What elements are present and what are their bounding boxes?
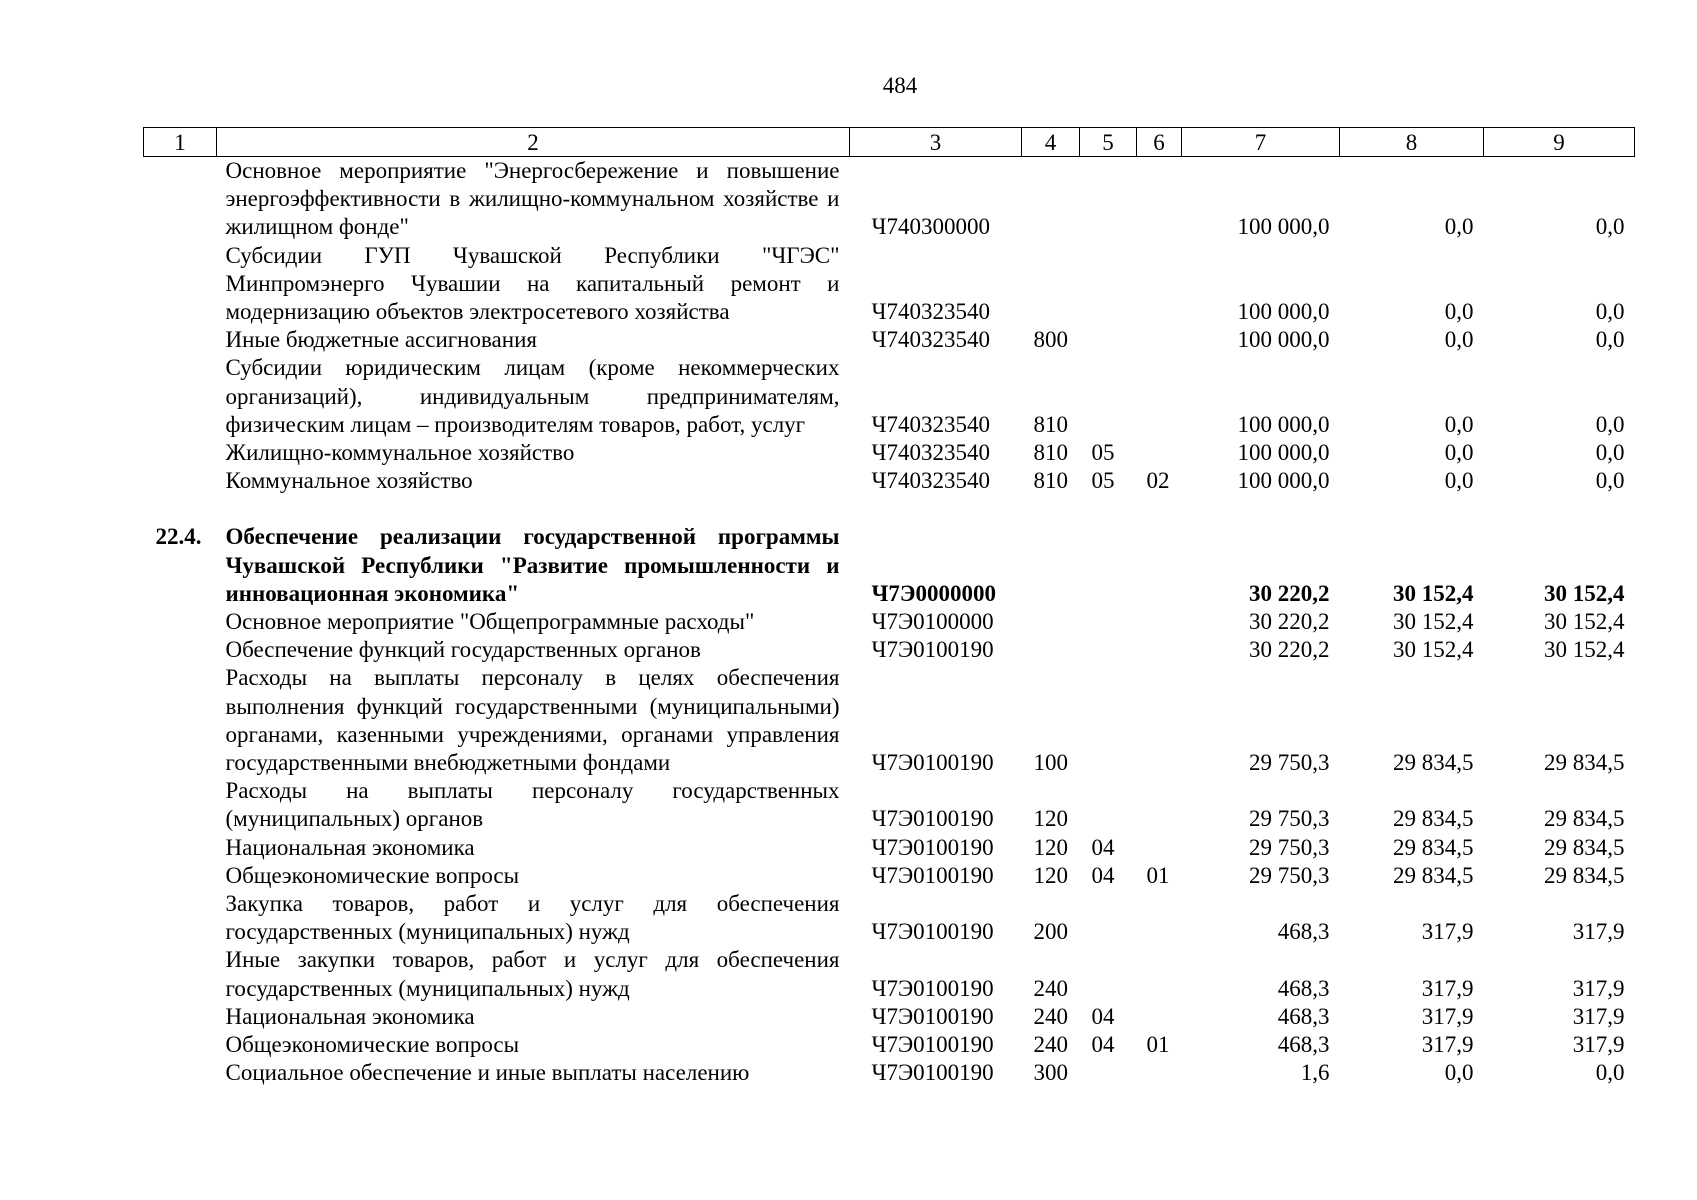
section-code: 05 <box>1091 440 1115 466</box>
amount-col-9: 0,0 <box>1595 411 1625 437</box>
section-code: 04 <box>1091 834 1115 860</box>
subsection-code <box>1137 354 1182 439</box>
amount-col-8: 29 834,5 <box>1393 862 1474 888</box>
header-col-2: 2 <box>217 128 850 157</box>
amount-col-8: 0,0 <box>1444 440 1474 466</box>
amount-col-7: 29 750,3 <box>1249 806 1330 832</box>
expense-type: 100 <box>1033 750 1068 776</box>
subsection-code <box>1137 890 1182 946</box>
target-code: Ч7Э0100190 <box>871 750 994 776</box>
subsection-code <box>1137 636 1182 664</box>
amount-col-7: 100 000,0 <box>1237 214 1330 240</box>
amount-col-8: 0,0 <box>1444 299 1474 325</box>
subsection-code <box>1137 834 1182 862</box>
target-code: Ч7Э0100190 <box>871 975 994 1001</box>
target-code: Ч7Э0100190 <box>871 1032 994 1058</box>
item-name: Иные закупки товаров, работ и услуг для обеспечения государственных (муниципальных) нужд <box>225 947 840 1001</box>
table-row <box>144 946 1635 1002</box>
section-code <box>1080 1059 1137 1087</box>
amount-col-8: 317,9 <box>1421 1003 1474 1029</box>
item-name: Субсидии ГУП Чувашской Республики "ЧГЭС" Минпромэнерго Чувашии на капитальный ремонт и модернизацию объектов электросетевого хозяйства <box>225 242 840 325</box>
section-number <box>144 439 217 467</box>
spacer-cell <box>144 495 1635 523</box>
section-number <box>144 890 217 946</box>
table-row <box>144 242 1635 327</box>
section-number <box>144 834 217 862</box>
target-code: Ч740323540 <box>871 468 990 494</box>
amount-col-8: 317,9 <box>1421 1032 1474 1058</box>
amount-col-8: 0,0 <box>1444 327 1474 353</box>
budget-table <box>143 127 1635 1088</box>
header-col-9: 9 <box>1484 128 1635 157</box>
subsection-code: 01 <box>1146 862 1170 888</box>
section-code <box>1080 636 1137 664</box>
table-row <box>144 664 1635 777</box>
header-col-5: 5 <box>1080 128 1137 157</box>
section-number <box>144 636 217 664</box>
amount-col-7: 29 750,3 <box>1249 862 1330 888</box>
section-code: 05 <box>1091 468 1115 494</box>
target-code: Ч7Э0000000 <box>871 580 996 606</box>
amount-col-9: 0,0 <box>1595 440 1625 466</box>
subsection-code <box>1137 157 1182 242</box>
amount-col-7: 468,3 <box>1277 975 1330 1001</box>
subsection-code <box>1137 439 1182 467</box>
expense-type: 120 <box>1033 806 1068 832</box>
amount-col-7: 30 220,2 <box>1249 609 1330 635</box>
expense-type: 120 <box>1033 834 1068 860</box>
amount-col-9: 30 152,4 <box>1544 580 1625 606</box>
amount-col-9: 29 834,5 <box>1544 834 1625 860</box>
table-row <box>144 862 1635 890</box>
amount-col-8: 0,0 <box>1444 468 1474 494</box>
section-code <box>1080 157 1137 242</box>
item-name: Субсидии юридическим лицам (кроме некоммерческих организаций), индивидуальным предпринимателям, физическим лицам – производителям товаров, работ, услуг <box>225 355 840 437</box>
subsection-code <box>1137 664 1182 777</box>
target-code: Ч7Э0100190 <box>871 919 994 945</box>
expense-type <box>1022 636 1080 664</box>
expense-type: 240 <box>1033 975 1068 1001</box>
header-col-8: 8 <box>1340 128 1484 157</box>
amount-col-7: 468,3 <box>1277 1003 1330 1029</box>
page-number: 484 <box>882 73 918 98</box>
amount-col-7: 29 750,3 <box>1249 750 1330 776</box>
amount-col-9: 30 152,4 <box>1544 609 1625 635</box>
header-col-7: 7 <box>1182 128 1340 157</box>
amount-col-7: 29 750,3 <box>1249 834 1330 860</box>
item-name: Иные бюджетные ассигнования <box>225 327 537 353</box>
amount-col-8: 317,9 <box>1421 919 1474 945</box>
amount-col-7: 468,3 <box>1277 919 1330 945</box>
target-code: Ч7Э0100190 <box>871 1003 994 1029</box>
expense-type <box>1022 242 1080 327</box>
table-body <box>144 157 1635 1088</box>
target-code: Ч7Э0100190 <box>871 806 994 832</box>
amount-col-8: 29 834,5 <box>1393 750 1474 776</box>
amount-col-8: 29 834,5 <box>1393 806 1474 832</box>
table-row <box>144 467 1635 495</box>
subsection-code <box>1137 608 1182 636</box>
subsection-code: 02 <box>1146 468 1170 494</box>
amount-col-8: 317,9 <box>1421 975 1474 1001</box>
amount-col-7: 100 000,0 <box>1237 468 1330 494</box>
amount-col-7: 1,6 <box>1300 1060 1330 1086</box>
target-code: Ч740323540 <box>871 327 990 353</box>
header-col-3: 3 <box>850 128 1022 157</box>
target-code: Ч740323540 <box>871 411 990 437</box>
expense-type: 300 <box>1033 1060 1068 1086</box>
amount-col-9: 317,9 <box>1572 975 1625 1001</box>
table-row <box>144 157 1635 242</box>
subsection-code <box>1137 777 1182 833</box>
expense-type: 240 <box>1033 1032 1068 1058</box>
subsection-code: 01 <box>1146 1032 1170 1058</box>
table-row <box>144 1059 1635 1087</box>
amount-col-9: 317,9 <box>1572 1032 1625 1058</box>
table-row <box>144 326 1635 354</box>
section-code: 04 <box>1091 862 1115 888</box>
table-header <box>144 128 1635 157</box>
section-code <box>1080 946 1137 1002</box>
amount-col-8: 0,0 <box>1444 1060 1474 1086</box>
amount-col-9: 0,0 <box>1595 299 1625 325</box>
section-code: 04 <box>1091 1003 1115 1029</box>
amount-col-9: 317,9 <box>1572 919 1625 945</box>
spacer-row <box>144 495 1635 523</box>
section-code <box>1080 664 1137 777</box>
item-name: Основное мероприятие "Общепрограммные расходы" <box>225 609 755 635</box>
amount-col-9: 0,0 <box>1595 214 1625 240</box>
item-name: Жилищно-коммунальное хозяйство <box>225 440 575 466</box>
amount-col-9: 317,9 <box>1572 1003 1625 1029</box>
table-row <box>144 834 1635 862</box>
amount-col-8: 0,0 <box>1444 411 1474 437</box>
item-name: Коммунальное хозяйство <box>225 468 473 494</box>
amount-col-9: 29 834,5 <box>1544 750 1625 776</box>
section-number <box>144 157 217 242</box>
section-code <box>1080 326 1137 354</box>
amount-col-9: 30 152,4 <box>1544 637 1625 663</box>
item-name: Национальная экономика <box>225 1003 475 1029</box>
table-row <box>144 777 1635 833</box>
item-name: Основное мероприятие "Энергосбережение и повышение энергоэффективности в жилищно-коммунальном хозяйстве и жилищном фонде" <box>225 158 840 240</box>
amount-col-9: 0,0 <box>1595 327 1625 353</box>
section-code <box>1080 890 1137 946</box>
subsection-code <box>1137 242 1182 327</box>
subsection-code <box>1137 523 1182 608</box>
subsection-code <box>1137 1059 1182 1087</box>
section-code <box>1080 523 1137 608</box>
section-code <box>1080 242 1137 327</box>
amount-col-8: 30 152,4 <box>1393 609 1474 635</box>
section-number <box>144 608 217 636</box>
section-number <box>144 862 217 890</box>
amount-col-7: 468,3 <box>1277 1032 1330 1058</box>
item-name: Общеэкономические вопросы <box>225 1032 520 1058</box>
amount-col-8: 0,0 <box>1444 214 1474 240</box>
table-row <box>144 636 1635 664</box>
subsection-code <box>1137 946 1182 1002</box>
item-name: Закупка товаров, работ и услуг для обеспечения государственных (муниципальных) нужд <box>225 891 840 945</box>
amount-col-9: 0,0 <box>1595 468 1625 494</box>
amount-col-8: 30 152,4 <box>1393 580 1474 606</box>
expense-type: 120 <box>1033 862 1068 888</box>
header-row <box>144 128 1635 157</box>
expense-type: 240 <box>1033 1003 1068 1029</box>
section-number: 22.4. <box>155 524 202 550</box>
target-code: Ч7Э0100000 <box>871 609 994 635</box>
item-name: Расходы на выплаты персоналу в целях обеспечения выполнения функций государственными (муниципальными) органами, казенными учреждениями, органами управления государственными внебюджетными фондами <box>225 665 840 776</box>
target-code: Ч7Э0100190 <box>871 862 994 888</box>
section-number <box>144 664 217 777</box>
table-row <box>144 439 1635 467</box>
target-code: Ч7Э0100190 <box>871 1060 994 1086</box>
amount-col-7: 100 000,0 <box>1237 411 1330 437</box>
target-code: Ч7Э0100190 <box>871 834 994 860</box>
target-code: Ч740300000 <box>871 214 990 240</box>
subsection-code <box>1137 1003 1182 1031</box>
expense-type: 800 <box>1033 327 1068 353</box>
target-code: Ч740323540 <box>871 440 990 466</box>
table-row <box>144 354 1635 439</box>
section-number <box>144 1059 217 1087</box>
item-name: Обеспечение реализации государственной программы Чувашской Республики "Развитие промышленности и инновационная экономика" <box>225 524 840 606</box>
item-name: Общеэкономические вопросы <box>225 862 520 888</box>
item-name: Обеспечение функций государственных органов <box>225 637 701 663</box>
section-code: 04 <box>1091 1032 1115 1058</box>
header-col-6: 6 <box>1137 128 1182 157</box>
amount-col-8: 30 152,4 <box>1393 637 1474 663</box>
section-number <box>144 467 217 495</box>
section-number <box>144 1003 217 1031</box>
amount-col-7: 30 220,2 <box>1249 580 1330 606</box>
section-number <box>144 242 217 327</box>
expense-type: 200 <box>1033 919 1068 945</box>
amount-col-9: 0,0 <box>1595 1060 1625 1086</box>
table-row <box>144 523 1635 608</box>
item-name: Социальное обеспечение и иные выплаты населению <box>225 1060 750 1086</box>
expense-type: 810 <box>1033 411 1068 437</box>
section-code <box>1080 608 1137 636</box>
table-row <box>144 608 1635 636</box>
amount-col-7: 100 000,0 <box>1237 440 1330 466</box>
section-number <box>144 777 217 833</box>
subsection-code <box>1137 326 1182 354</box>
section-number <box>144 1031 217 1059</box>
section-code <box>1080 354 1137 439</box>
amount-col-8: 29 834,5 <box>1393 834 1474 860</box>
expense-type: 810 <box>1033 440 1068 466</box>
amount-col-7: 100 000,0 <box>1237 299 1330 325</box>
section-code <box>1080 777 1137 833</box>
section-number <box>144 354 217 439</box>
amount-col-7: 30 220,2 <box>1249 637 1330 663</box>
target-code: Ч7Э0100190 <box>871 637 994 663</box>
table-row <box>144 1003 1635 1031</box>
section-number <box>144 326 217 354</box>
target-code: Ч740323540 <box>871 299 990 325</box>
table-row <box>144 890 1635 946</box>
expense-type: 810 <box>1033 468 1068 494</box>
header-col-1: 1 <box>144 128 217 157</box>
amount-col-7: 100 000,0 <box>1237 327 1330 353</box>
amount-col-9: 29 834,5 <box>1544 862 1625 888</box>
expense-type <box>1022 608 1080 636</box>
section-number <box>144 946 217 1002</box>
table-row <box>144 1031 1635 1059</box>
item-name: Национальная экономика <box>225 834 475 860</box>
expense-type <box>1022 157 1080 242</box>
expense-type <box>1022 523 1080 608</box>
header-col-4: 4 <box>1022 128 1080 157</box>
item-name: Расходы на выплаты персоналу государственных (муниципальных) органов <box>225 778 840 832</box>
amount-col-9: 29 834,5 <box>1544 806 1625 832</box>
